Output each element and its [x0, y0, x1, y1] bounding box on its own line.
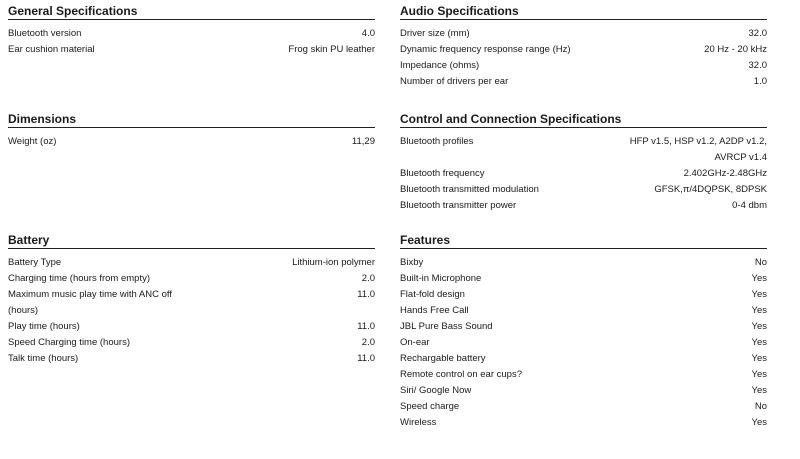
control-connection-section — [400, 108, 767, 214]
spec-label: Dynamic frequency response range (Hz) — [400, 44, 571, 55]
spec-value: Yes — [751, 305, 767, 316]
section-title: Features — [400, 229, 767, 249]
spec-row — [8, 255, 375, 271]
spec-row — [400, 319, 767, 335]
spec-value: 11.0 — [357, 353, 375, 364]
spec-value: Yes — [751, 369, 767, 380]
section-title: General Specifications — [8, 0, 375, 20]
spec-row — [400, 198, 767, 214]
spec-value: Yes — [751, 337, 767, 348]
battery-section — [8, 229, 375, 367]
spec-label: Flat-fold design — [400, 289, 465, 300]
spec-label: Bluetooth frequency — [400, 168, 485, 179]
spec-value: No — [754, 401, 767, 412]
spec-label: Hands Free Call — [400, 305, 469, 316]
spec-value: Frog skin PU leather — [288, 44, 375, 55]
spec-value: 20 Hz - 20 kHz — [704, 44, 767, 55]
spec-label: Remote control on ear cups? — [400, 369, 522, 380]
spec-row — [400, 351, 767, 367]
spec-row — [8, 335, 375, 351]
spec-value: Lithium-ion polymer — [292, 257, 375, 268]
spec-value: Yes — [751, 385, 767, 396]
spec-row — [8, 319, 375, 335]
spec-row — [400, 303, 767, 319]
spec-label: Impedance (ohms) — [400, 60, 480, 71]
spec-label: Talk time (hours) — [8, 353, 79, 364]
spec-label: Speed Charging time (hours) — [8, 337, 130, 348]
spec-row — [400, 134, 767, 166]
spec-label: Maximum music play time with ANC off (hours) — [8, 289, 173, 316]
spec-row — [400, 383, 767, 399]
spec-label: Bluetooth transmitter power — [400, 200, 517, 211]
spec-value: Yes — [751, 417, 767, 428]
spec-label: Rechargable battery — [400, 353, 486, 364]
spec-label: Siri/ Google Now — [400, 385, 472, 396]
spec-label: Wireless — [400, 417, 437, 428]
spec-row — [400, 255, 767, 271]
spec-label: Play time (hours) — [8, 321, 80, 332]
spec-value: 11,29 — [351, 136, 375, 147]
audio-specifications-section — [400, 0, 767, 90]
spec-row — [400, 287, 767, 303]
spec-row — [8, 134, 375, 150]
spec-label: Charging time (hours from empty) — [8, 273, 151, 284]
spec-value: 4.0 — [361, 28, 375, 39]
section-title: Control and Connection Specifications — [400, 108, 767, 128]
spec-value: GFSK,π/4DQPSK, 8DPSK — [654, 184, 767, 195]
spec-value: 32.0 — [748, 60, 767, 71]
spec-row — [400, 26, 767, 42]
spec-label: Bluetooth version — [8, 28, 82, 39]
spec-row — [400, 399, 767, 415]
spec-row — [400, 367, 767, 383]
spec-row — [8, 271, 375, 287]
spec-value: Yes — [751, 321, 767, 332]
spec-row — [400, 335, 767, 351]
spec-value: Yes — [751, 289, 767, 300]
spec-value: 32.0 — [748, 28, 767, 39]
spec-value: 11.0 — [357, 289, 375, 300]
section-title: Dimensions — [8, 108, 375, 128]
spec-value: Yes — [751, 273, 767, 284]
spec-value: 0-4 dbm — [732, 200, 767, 211]
spec-label: Driver size (mm) — [400, 28, 470, 39]
spec-row — [400, 74, 767, 90]
spec-value: 2.0 — [361, 337, 375, 348]
dimensions-section — [8, 108, 375, 150]
spec-row — [400, 271, 767, 287]
spec-value: No — [754, 257, 767, 268]
spec-label: Bluetooth profiles — [400, 136, 474, 147]
spec-label: Number of drivers per ear — [400, 76, 509, 87]
spec-value: 1.0 — [753, 76, 767, 87]
spec-label: Speed charge — [400, 401, 460, 412]
spec-row — [8, 287, 375, 319]
spec-row — [400, 42, 767, 58]
spec-value: 2.0 — [361, 273, 375, 284]
spec-row — [8, 26, 375, 42]
spec-label: Built-in Microphone — [400, 273, 482, 284]
spec-label: On-ear — [400, 337, 430, 348]
spec-label: JBL Pure Bass Sound — [400, 321, 493, 332]
spec-row — [8, 42, 375, 58]
spec-row — [400, 58, 767, 74]
spec-row — [400, 182, 767, 198]
section-title: Battery — [8, 229, 375, 249]
spec-label: Bluetooth transmitted modulation — [400, 184, 539, 195]
section-title: Audio Specifications — [400, 0, 767, 20]
spec-row — [8, 351, 375, 367]
spec-row — [400, 415, 767, 431]
spec-label: Weight (oz) — [8, 136, 57, 147]
spec-value: 2.402GHz-2.48GHz — [683, 168, 767, 179]
spec-label: Bixby — [400, 257, 424, 268]
spec-value: Yes — [751, 353, 767, 364]
spec-value: HFP v1.5, HSP v1.2, A2DP v1.2, AVRCP v1.4 — [629, 136, 767, 163]
features-section — [400, 229, 767, 431]
spec-value: 11.0 — [357, 321, 375, 332]
spec-label: Ear cushion material — [8, 44, 95, 55]
general-specifications-section — [8, 0, 375, 58]
spec-row — [400, 166, 767, 182]
spec-label: Battery Type — [8, 257, 62, 268]
